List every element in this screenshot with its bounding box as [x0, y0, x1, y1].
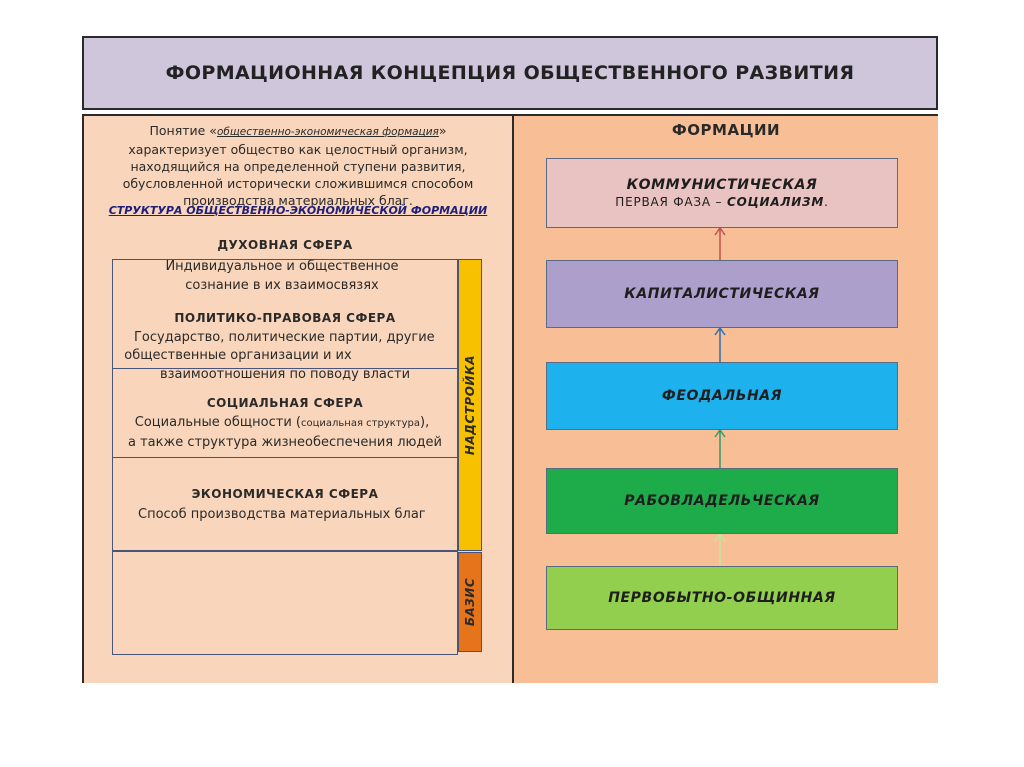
social-sphere-text: Социальные общности (: [134, 415, 301, 430]
political-sphere-line: взаимоотношения по поводу власти: [159, 367, 411, 382]
political-sphere-line: Государство, политические партии, другие: [134, 330, 435, 345]
subtitle-emphasis: СОЦИАЛИЗМ: [726, 195, 825, 209]
formations-title: ФОРМАЦИИ: [671, 121, 781, 139]
economic-sphere-line: Способ производства материальных благ: [138, 507, 426, 522]
definition-text: [92, 122, 504, 209]
title-bar: [82, 36, 938, 110]
arrow-up-icon: [715, 328, 725, 362]
formation-primitive: [546, 566, 898, 630]
structure-title: СТРУКТУРА ОБЩЕСТВЕННО-ЭКОНОМИЧЕСКОЙ ФОРМАЦИИ: [108, 204, 488, 217]
definition-line: находящийся на определенной ступени развития,: [130, 159, 466, 174]
definition-concept: общественно-экономическая формация: [216, 126, 439, 138]
social-sphere-line: а также структура жизнеобеспечения людей: [128, 435, 442, 450]
spiritual-sphere-line: Индивидуальное и общественное: [165, 259, 399, 274]
political-sphere-line: общественные организации и их: [124, 348, 352, 363]
formation-primitive-label: ПЕРВОБЫТНО-ОБЩИННАЯ: [608, 590, 836, 606]
definition-line: производства материальных благ.: [183, 193, 413, 208]
structure-panel: [84, 116, 512, 683]
social-structure-note: социальная структура: [300, 418, 421, 429]
formation-capitalist: [546, 260, 898, 328]
economic-sphere-title: ЭКОНОМИЧЕСКАЯ СФЕРА: [191, 487, 379, 501]
basis-label: БАЗИС: [463, 577, 477, 627]
subtitle-text: .: [824, 195, 829, 209]
political-sphere-title: ПОЛИТИКО-ПРАВОВАЯ СФЕРА: [174, 311, 396, 325]
spiritual-sphere-line: сознание в их взаимосвязях: [185, 278, 379, 293]
page-title: ФОРМАЦИОННАЯ КОНЦЕПЦИЯ ОБЩЕСТВЕННОГО РАЗВИТИЯ: [165, 62, 855, 84]
subtitle-text: ПЕРВАЯ ФАЗА –: [615, 195, 727, 209]
formation-feudal: [546, 362, 898, 430]
definition-suffix: »: [438, 123, 447, 138]
economic-frame: [112, 457, 458, 551]
formations-panel: [514, 116, 938, 683]
superstructure-bar: [458, 259, 482, 551]
superstructure-label: НАДСТРОЙКА: [463, 354, 477, 456]
content-area: [82, 114, 938, 683]
basis-frame: [112, 551, 458, 655]
definition-line: обусловленной исторически сложившимся способом: [122, 176, 474, 191]
arrow-up-icon: [715, 534, 725, 566]
spiritual-sphere-title: ДУХОВНАЯ СФЕРА: [217, 238, 353, 252]
definition-prefix: Понятие «: [149, 123, 217, 138]
formation-communist-subtitle: [615, 195, 829, 209]
social-sphere-line: [104, 413, 460, 433]
formation-slave-label: РАБОВЛАДЕЛЬЧЕСКАЯ: [624, 493, 820, 509]
basis-bar: [458, 552, 482, 652]
definition-line: характеризует общество как целостный организм,: [128, 142, 468, 157]
formation-communist-label: КОММУНИСТИЧЕСКАЯ: [626, 177, 818, 193]
arrow-up-icon: [715, 430, 725, 468]
social-sphere-title: СОЦИАЛЬНАЯ СФЕРА: [206, 396, 364, 410]
formation-slave: [546, 468, 898, 534]
social-sphere-text: ),: [420, 415, 430, 430]
arrow-up-icon: [715, 228, 725, 260]
formation-capitalist-label: КАПИТАЛИСТИЧЕСКАЯ: [624, 286, 820, 302]
formation-communist: [546, 158, 898, 228]
formation-feudal-label: ФЕОДАЛЬНАЯ: [661, 388, 783, 404]
